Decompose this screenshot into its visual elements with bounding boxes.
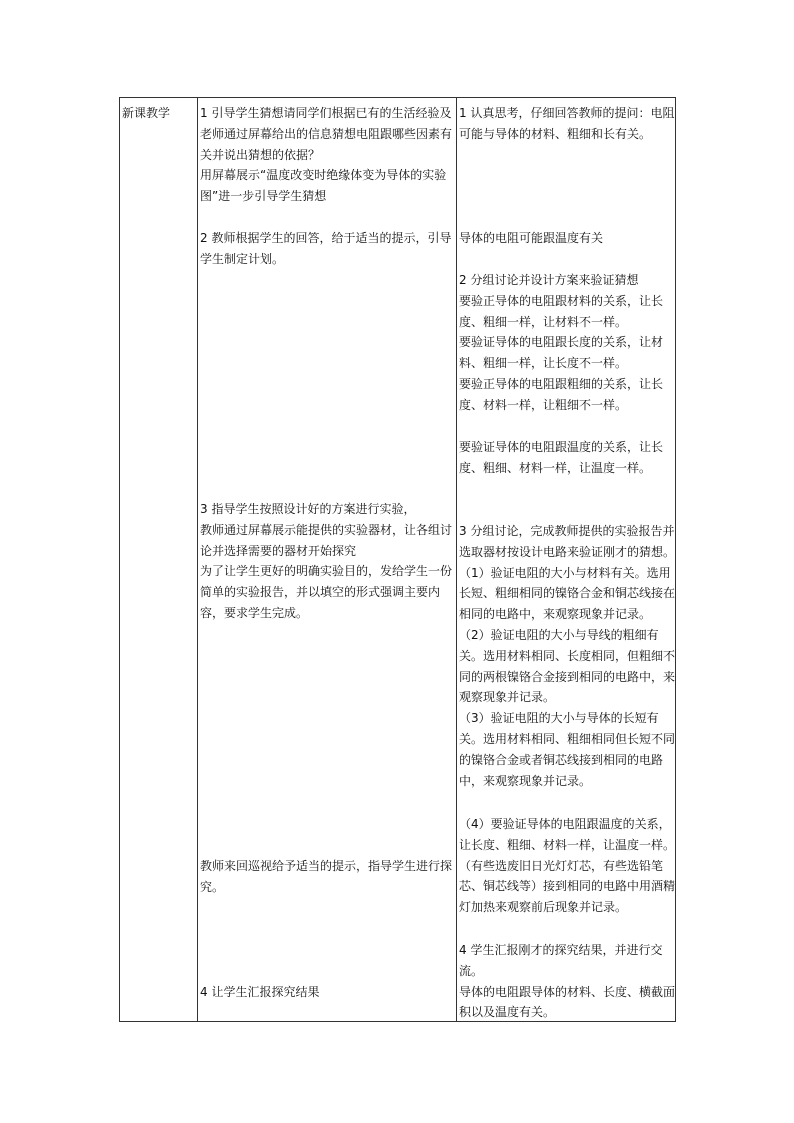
text-line: 学生制定计划。: [200, 251, 285, 266]
text-line: 可能与导体的材料、粗细和长有关。: [459, 126, 652, 141]
text-line: 4 学生汇报刚才的探究结果，并进行交: [459, 943, 663, 957]
text-line: 图”进一步引导学生猜想: [200, 189, 327, 204]
text-line: （3）验证电阻的大小与导体的长短有: [459, 711, 659, 726]
text-line: 要验正导体的电阻跟材料的关系，让长: [459, 293, 664, 308]
text-line: 要验证导体的电阻跟温度的关系，让长: [459, 440, 664, 454]
text-line: 4 让学生汇报探究结果: [200, 985, 320, 999]
student-step-1: [459, 103, 673, 145]
text-line: （1）验证电阻的大小与材料有关。选用: [459, 565, 671, 580]
text-line: 导体的电阻跟导体的材料、长度、横截面: [459, 984, 676, 999]
text-line: 芯、铜芯线等）接到相同的电路中用酒精: [459, 879, 676, 894]
text-line: （2）验证电阻的大小与导线的粗细有: [459, 627, 659, 642]
text-line: 关。选用材料相同、长度相同，但粗细不: [459, 648, 676, 663]
text-line: 导体的电阻可能跟温度有关: [459, 231, 604, 245]
text-line: 关。选用材料相同、粗细相同但长短不同: [459, 731, 676, 746]
text-line: 观察现象并记录。: [459, 690, 556, 705]
student-activity-column: [457, 98, 675, 1021]
text-line: 度、粗细、材料一样，让温度一样。: [459, 460, 652, 475]
text-line: 用屏幕展示“温度改变时绝缘体变为导体的实验: [200, 168, 447, 183]
text-line: 要验证导体的电阻跟长度的关系，让材: [459, 335, 664, 350]
text-line: 为了让学生更好的明确实验目的，发给学生一份: [200, 564, 453, 579]
text-line: 流。: [459, 963, 484, 978]
student-temperature-plan: [459, 437, 673, 479]
text-line: 1 引导学生猜想请同学们根据已有的生活经验及: [200, 106, 452, 120]
text-line: 中，来观察现象并记录。: [459, 773, 592, 788]
text-line: 灯加热来观察前后现象并记录。: [459, 900, 628, 915]
text-line: 同的两根镍铬合金接到相同的电路中，来: [459, 669, 676, 684]
teacher-step-1: [200, 103, 455, 207]
teacher-step-2: [200, 228, 455, 270]
teacher-step-4: [200, 982, 455, 1003]
text-line: 料、粗细一样，让长度不一样。: [459, 356, 628, 371]
text-line: 相同的电路中，来观察现象并记录。: [459, 607, 652, 622]
section-label-cell: [120, 98, 198, 1021]
student-step-3-4: [459, 814, 676, 918]
text-line: 2 教师根据学生的回答，给于适当的提示，引导: [200, 231, 452, 245]
text-line: 选取器材按设计电路来验证刚才的猜想。: [459, 544, 676, 559]
text-line: 的镍铬合金或者铜芯线接到相同的电路: [459, 752, 664, 767]
student-step-2: [459, 270, 673, 416]
teacher-step-3: [200, 499, 455, 624]
text-line: （4）要验证导体的电阻跟温度的关系，: [459, 817, 671, 831]
section-label: 新课教学: [122, 106, 171, 120]
student-step-4: [459, 940, 676, 1023]
text-line: 究。: [200, 879, 225, 894]
text-line: 度、材料一样，让粗细不一样。: [459, 397, 628, 412]
text-line: 要验正导体的电阻跟粗细的关系，让长: [459, 376, 664, 391]
text-line: 关并说出猜想的依据？: [200, 147, 321, 162]
text-line: 3 分组讨论，完成教师提供的实验报告并: [459, 524, 675, 538]
lesson-table: [119, 97, 676, 1022]
text-line: 教师通过屏幕展示能提供的实验器材，让各组讨: [200, 522, 453, 537]
student-hypothesis: [459, 228, 673, 249]
text-line: 论并选择需要的器材开始探究: [200, 543, 357, 558]
student-step-3: [459, 521, 676, 791]
text-line: （有些选废旧日光灯灯芯，有些选铅笔: [459, 858, 664, 873]
text-line: 让长度、粗细、材料一样，让温度一样。: [459, 837, 676, 852]
text-line: 度、粗细一样，让材料不一样。: [459, 314, 628, 329]
text-line: 1 认真思考，仔细回答教师的提问：电阻: [459, 106, 675, 120]
text-line: 老师通过屏幕给出的信息猜想电阻跟哪些因素有: [200, 126, 453, 141]
teacher-activity-column: [198, 98, 457, 1021]
text-line: 长短、粗细相同的镍铬合金和铜芯线接在: [459, 586, 676, 601]
text-line: 容，要求学生完成。: [200, 605, 309, 620]
text-line: 教师来回巡视给予适当的提示，指导学生进行探: [200, 859, 453, 873]
text-line: 3 指导学生按照设计好的方案进行实验，: [200, 502, 416, 516]
text-line: 积以及温度有关。: [459, 1005, 556, 1020]
text-line: 2 分组讨论并设计方案来验证猜想: [459, 273, 639, 287]
text-line: 简单的实验报告，并以填空的形式强调主要内: [200, 585, 441, 600]
teacher-guidance: [200, 856, 455, 898]
